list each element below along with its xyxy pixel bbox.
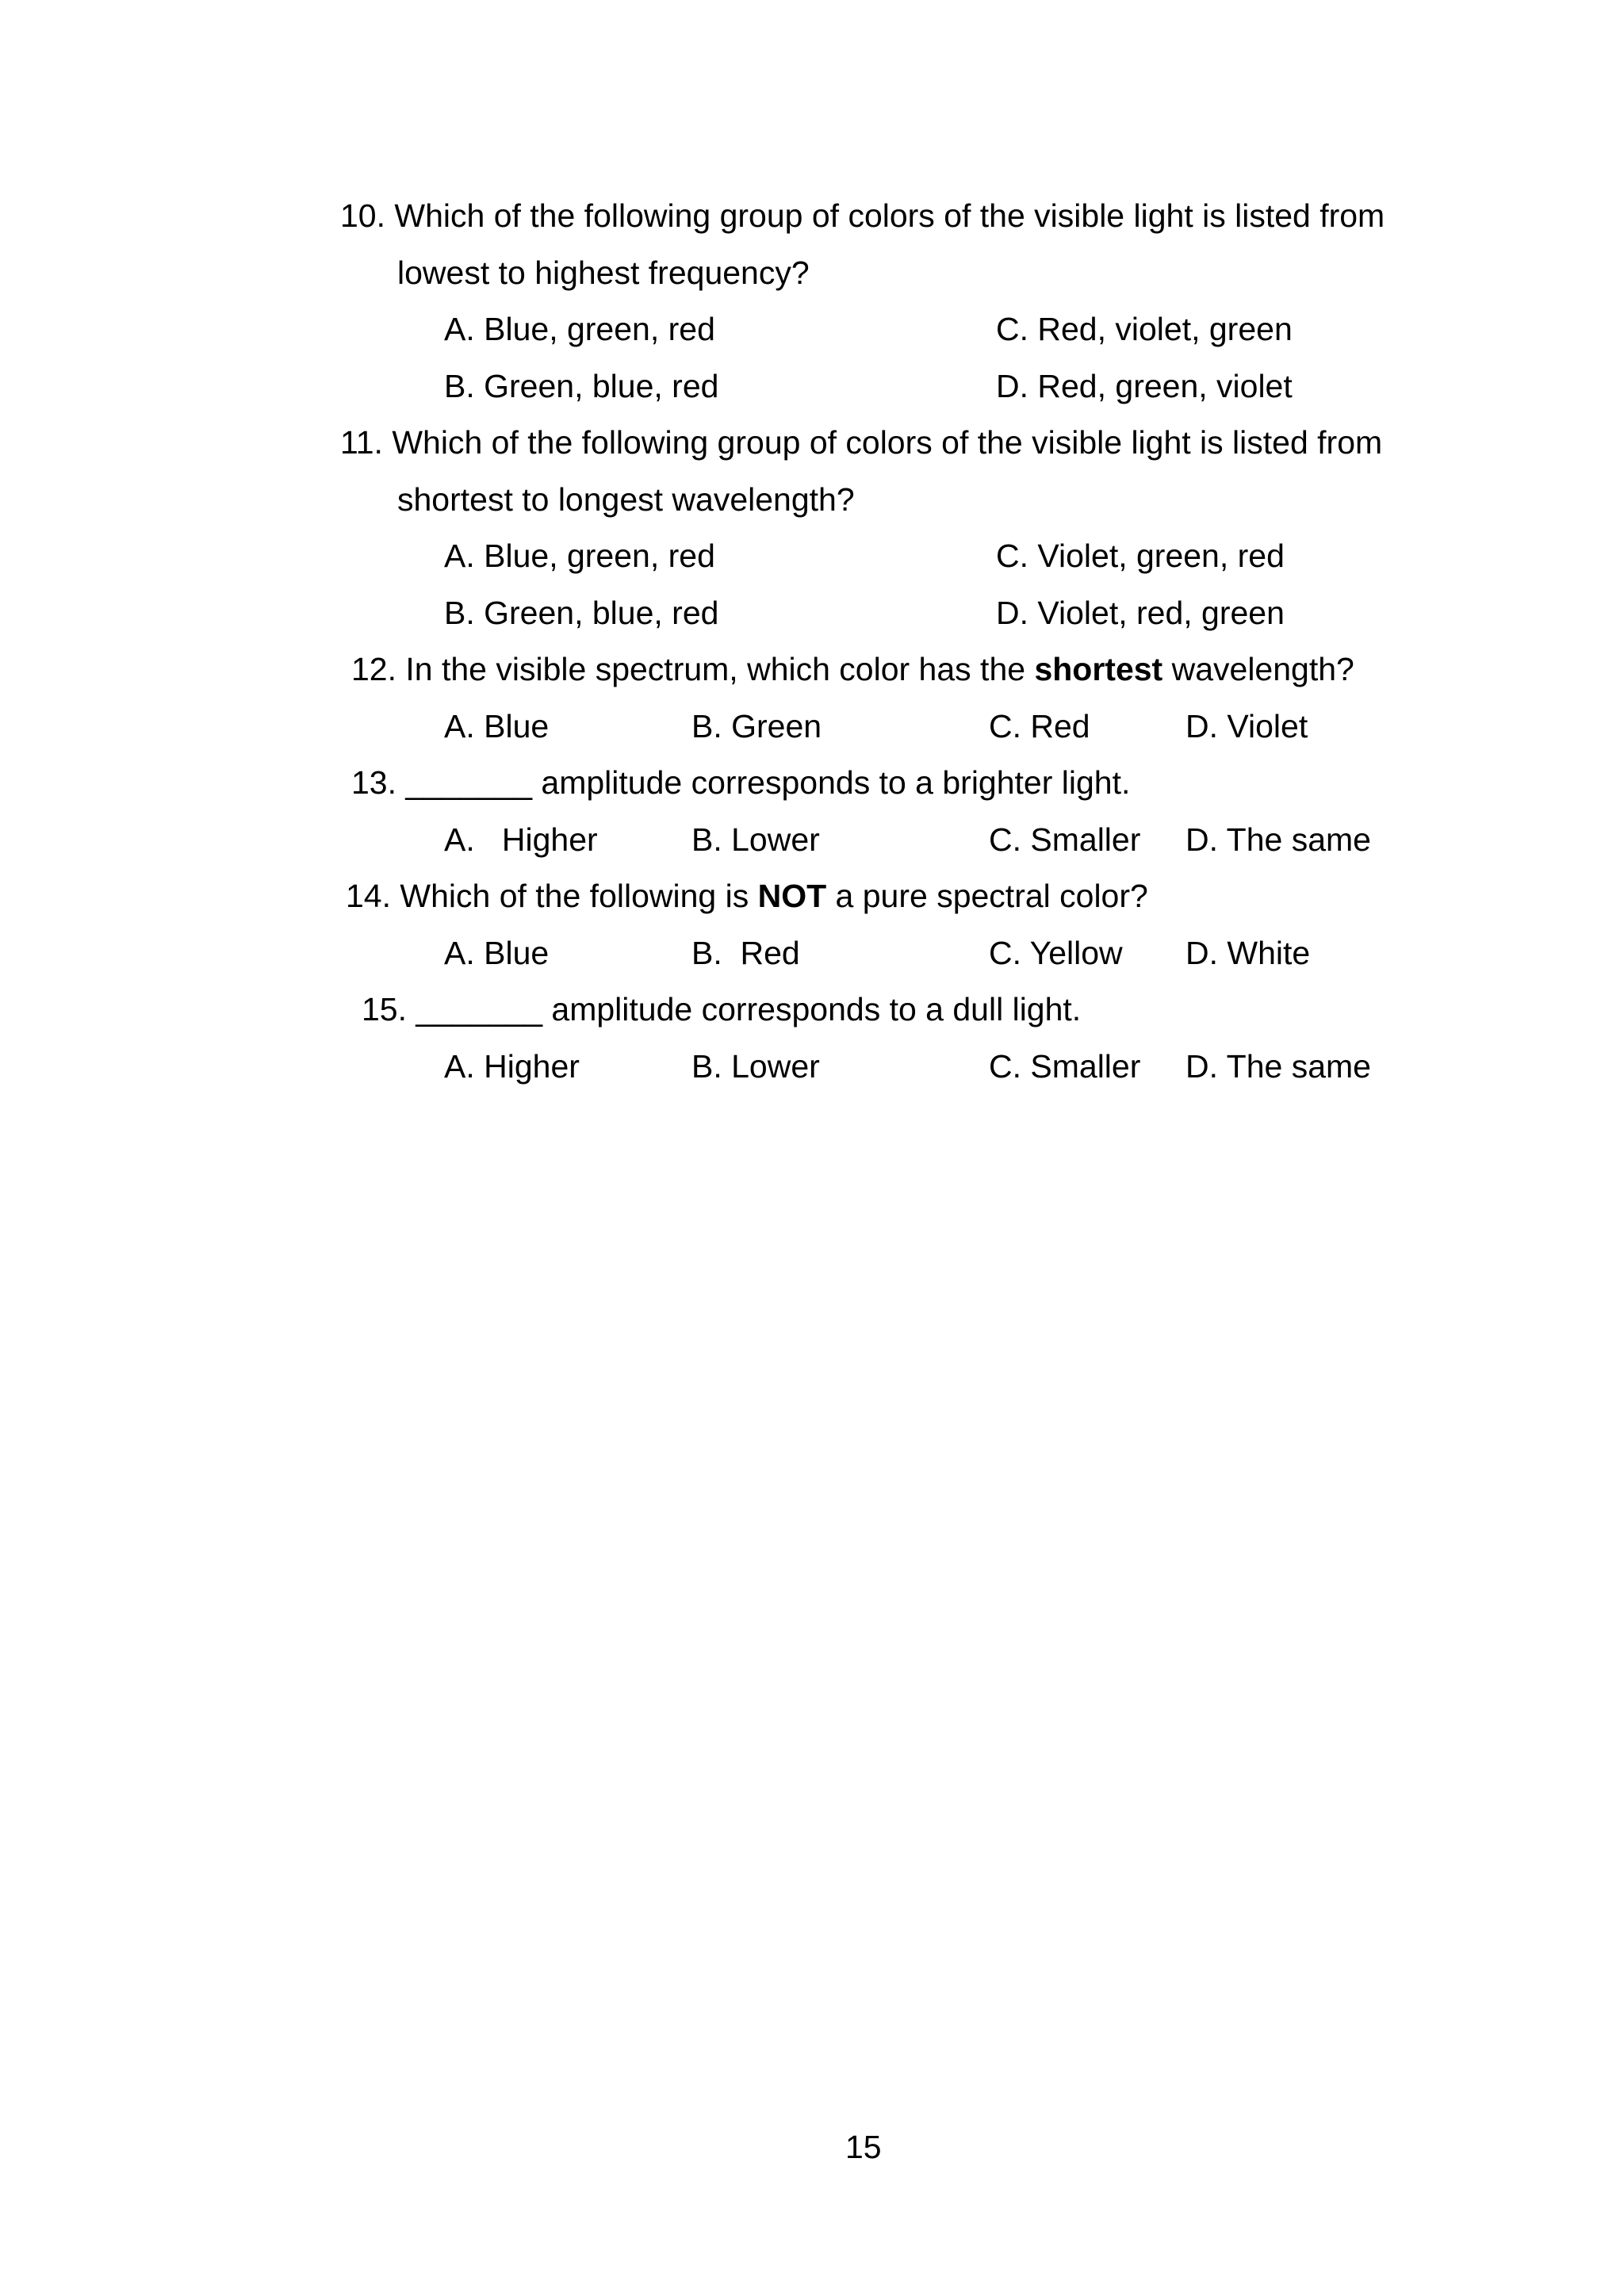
question-14-option-b: B. Red xyxy=(691,935,800,971)
question-14-option-a: A. Blue xyxy=(444,935,550,971)
question-11-option-d: D. Violet, red, green xyxy=(996,595,1285,631)
question-12-emphasis: shortest xyxy=(1034,651,1163,687)
question-10-text: Which of the following group of colors of the visible light is listed from xyxy=(394,197,1385,234)
question-15-line-1 xyxy=(362,993,1081,1026)
question-15-option-c: C. Smaller xyxy=(989,1048,1141,1085)
question-15-text: _______ amplitude corresponds to a dull light. xyxy=(416,991,1082,1027)
question-15-option-b: B. Lower xyxy=(691,1048,820,1085)
question-13-option-a: A. Higher xyxy=(444,821,598,858)
question-14-text-before: Which of the following is xyxy=(400,878,758,914)
question-13-line-1 xyxy=(351,764,1131,801)
question-12-option-d: D. Violet xyxy=(1185,708,1308,744)
question-12-text-before: In the visible spectrum, which color has the xyxy=(405,651,1035,687)
question-10-option-b: B. Green, blue, red xyxy=(444,368,719,404)
question-11-option-a: A. Blue, green, red xyxy=(444,538,715,574)
question-12-line-1 xyxy=(351,653,1354,686)
question-11-number: 11. xyxy=(340,424,383,461)
question-11-option-b: B. Green, blue, red xyxy=(444,595,719,631)
question-11-line-1 xyxy=(340,424,1383,461)
question-10-option-a: A. Blue, green, red xyxy=(444,311,715,347)
question-10-option-c: C. Red, violet, green xyxy=(996,311,1293,347)
question-14-emphasis: NOT xyxy=(757,878,827,914)
question-12-option-c: C. Red xyxy=(989,708,1090,744)
question-14-option-d: D. White xyxy=(1185,935,1311,971)
question-12-option-b: B. Green xyxy=(691,708,822,744)
question-15-option-d: D. The same xyxy=(1185,1048,1371,1085)
question-10-line-2: lowest to highest frequency? xyxy=(397,254,810,291)
question-11-option-c: C. Violet, green, red xyxy=(996,538,1285,574)
question-10-line-1 xyxy=(340,197,1385,234)
question-10-number: 10. xyxy=(340,197,385,234)
question-12-text-after: wavelength? xyxy=(1162,651,1354,687)
question-13-text: _______ amplitude corresponds to a brighter light. xyxy=(405,764,1131,801)
question-13-option-c: C. Smaller xyxy=(989,821,1141,858)
question-14-option-c: C. Yellow xyxy=(989,935,1123,971)
question-11-text: Which of the following group of colors of the visible light is listed from xyxy=(392,424,1383,461)
question-12-option-a: A. Blue xyxy=(444,708,550,744)
question-14-text-after: a pure spectral color? xyxy=(826,878,1148,914)
question-14-number: 14. xyxy=(346,878,391,914)
question-11-line-2: shortest to longest wavelength? xyxy=(397,481,855,518)
question-10-option-d: D. Red, green, violet xyxy=(996,368,1293,404)
question-14-line-1 xyxy=(346,880,1148,913)
question-15-option-a: A. Higher xyxy=(444,1048,580,1085)
question-13-option-d: D. The same xyxy=(1185,821,1371,858)
question-15-number: 15. xyxy=(362,991,407,1027)
question-13-number: 13. xyxy=(351,764,396,801)
question-12-number: 12. xyxy=(351,651,396,687)
page-number: 15 xyxy=(845,2129,882,2165)
question-13-option-b: B. Lower xyxy=(691,821,820,858)
